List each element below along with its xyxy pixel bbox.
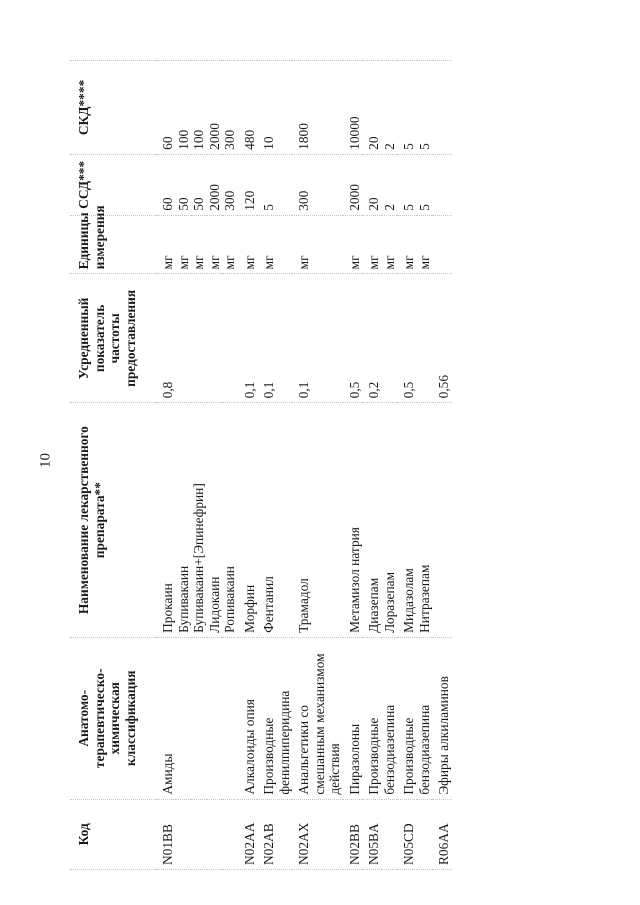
cell-avg-frequency: 0,5	[397, 274, 432, 403]
table-body	[156, 61, 452, 870]
cell-avg-frequency: 0,1	[257, 274, 292, 403]
cell-unit: мг	[292, 215, 343, 274]
cell-avg-frequency: 0,5	[343, 274, 363, 403]
cell-unit: мг	[191, 215, 207, 274]
cell-ssd: 300	[222, 154, 238, 215]
cell-ssd: 2000	[343, 154, 363, 215]
cell-drug-name: Трамадол	[292, 403, 343, 637]
cell-atc-class: Производные бензодиазепина	[397, 637, 432, 799]
cell-skd: 10000	[343, 61, 363, 155]
cell-code: N05BA	[362, 799, 397, 869]
cell-atc-class: Пиразолоны	[343, 637, 363, 799]
cell-drug-name: Прокаин	[156, 403, 176, 637]
cell-unit: мг	[417, 215, 433, 274]
table-row	[292, 61, 343, 870]
cell-atc-class: Производные фенилпиперидина	[257, 637, 292, 799]
cell-unit: мг	[156, 215, 176, 274]
cell-skd	[432, 61, 452, 155]
cell-ssd: 2000	[207, 154, 223, 215]
cell-drug-name: Фентанил	[257, 403, 292, 637]
cell-ssd: 5	[257, 154, 292, 215]
header-code: Код	[70, 799, 156, 869]
cell-code: N02AA	[238, 799, 258, 869]
cell-drug-name	[432, 403, 452, 637]
cell-ssd: 300	[292, 154, 343, 215]
cell-skd: 60	[156, 61, 176, 155]
page-number: 10	[37, 453, 54, 468]
table-row	[343, 61, 363, 870]
cell-avg-frequency: 0,8	[156, 274, 238, 403]
cell-unit	[432, 215, 452, 274]
cell-atc-class: Анальгетики со смешанным механизмом действия	[292, 637, 343, 799]
table-row	[156, 61, 176, 870]
cell-skd: 2	[382, 61, 398, 155]
table-row	[257, 61, 292, 870]
table-row	[362, 61, 382, 870]
cell-drug-name: Метамизол натрия	[343, 403, 363, 637]
drug-table	[70, 60, 452, 870]
cell-atc-class: Эфиры алкиламинов	[432, 637, 452, 799]
cell-atc-class: Амиды	[156, 637, 238, 799]
cell-drug-name: Ропивакаин	[222, 403, 238, 637]
cell-ssd: 2	[382, 154, 398, 215]
cell-skd: 1800	[292, 61, 343, 155]
cell-atc-class: Алкалоиды опия	[238, 637, 258, 799]
header-avg-frequency: Усредненный показатель частоты предоставления	[70, 274, 156, 403]
cell-unit: мг	[176, 215, 192, 274]
cell-skd: 300	[222, 61, 238, 155]
header-atc-class: Анатомо-терапевтическо-химическая классификация	[70, 637, 156, 799]
cell-skd: 480	[238, 61, 258, 155]
cell-skd: 20	[362, 61, 382, 155]
cell-unit: мг	[362, 215, 382, 274]
cell-unit: мг	[382, 215, 398, 274]
cell-drug-name: Лоразепам	[382, 403, 398, 637]
cell-code: N02AX	[292, 799, 343, 869]
cell-drug-name: Нитразепам	[417, 403, 433, 637]
cell-skd: 2000	[207, 61, 223, 155]
rotated-table-container	[70, 60, 590, 870]
cell-code: N02BB	[343, 799, 363, 869]
cell-skd: 10	[257, 61, 292, 155]
cell-unit: мг	[238, 215, 258, 274]
cell-drug-name: Диазепам	[362, 403, 382, 637]
header-drug-name: Наименование лекарственного препарата**	[70, 403, 156, 637]
cell-ssd: 120	[238, 154, 258, 215]
cell-ssd: 50	[176, 154, 192, 215]
cell-drug-name: Лидокаин	[207, 403, 223, 637]
cell-code: N01BB	[156, 799, 238, 869]
cell-ssd	[432, 154, 452, 215]
cell-avg-frequency: 0,1	[292, 274, 343, 403]
cell-avg-frequency: 0,2	[362, 274, 397, 403]
cell-unit: мг	[222, 215, 238, 274]
table-row	[432, 61, 452, 870]
cell-unit: мг	[257, 215, 292, 274]
cell-code: N02AB	[257, 799, 292, 869]
cell-skd: 100	[191, 61, 207, 155]
cell-code: N05CD	[397, 799, 432, 869]
cell-atc-class: Производные бензодиазепина	[362, 637, 397, 799]
table-row	[397, 61, 417, 870]
cell-code: R06AA	[432, 799, 452, 869]
cell-ssd: 5	[417, 154, 433, 215]
cell-drug-name: Морфин	[238, 403, 258, 637]
cell-ssd: 20	[362, 154, 382, 215]
cell-skd: 100	[176, 61, 192, 155]
cell-ssd: 50	[191, 154, 207, 215]
header-skd: СКД****	[70, 61, 156, 155]
cell-unit: мг	[397, 215, 417, 274]
cell-unit: мг	[207, 215, 223, 274]
header-units: Единицы измерения	[70, 215, 156, 274]
cell-avg-frequency: 0,1	[238, 274, 258, 403]
cell-drug-name: Бупивакаин	[176, 403, 192, 637]
header-ssd: ССД***	[70, 154, 156, 215]
table-header-row	[70, 61, 156, 870]
cell-drug-name: Мидазолам	[397, 403, 417, 637]
cell-drug-name: Бупивакаин+[Эпинефрин]	[191, 403, 207, 637]
cell-skd: 5	[397, 61, 417, 155]
cell-avg-frequency: 0,56	[432, 274, 452, 403]
cell-skd: 5	[417, 61, 433, 155]
table-row	[238, 61, 258, 870]
cell-ssd: 60	[156, 154, 176, 215]
cell-ssd: 5	[397, 154, 417, 215]
cell-unit: мг	[343, 215, 363, 274]
